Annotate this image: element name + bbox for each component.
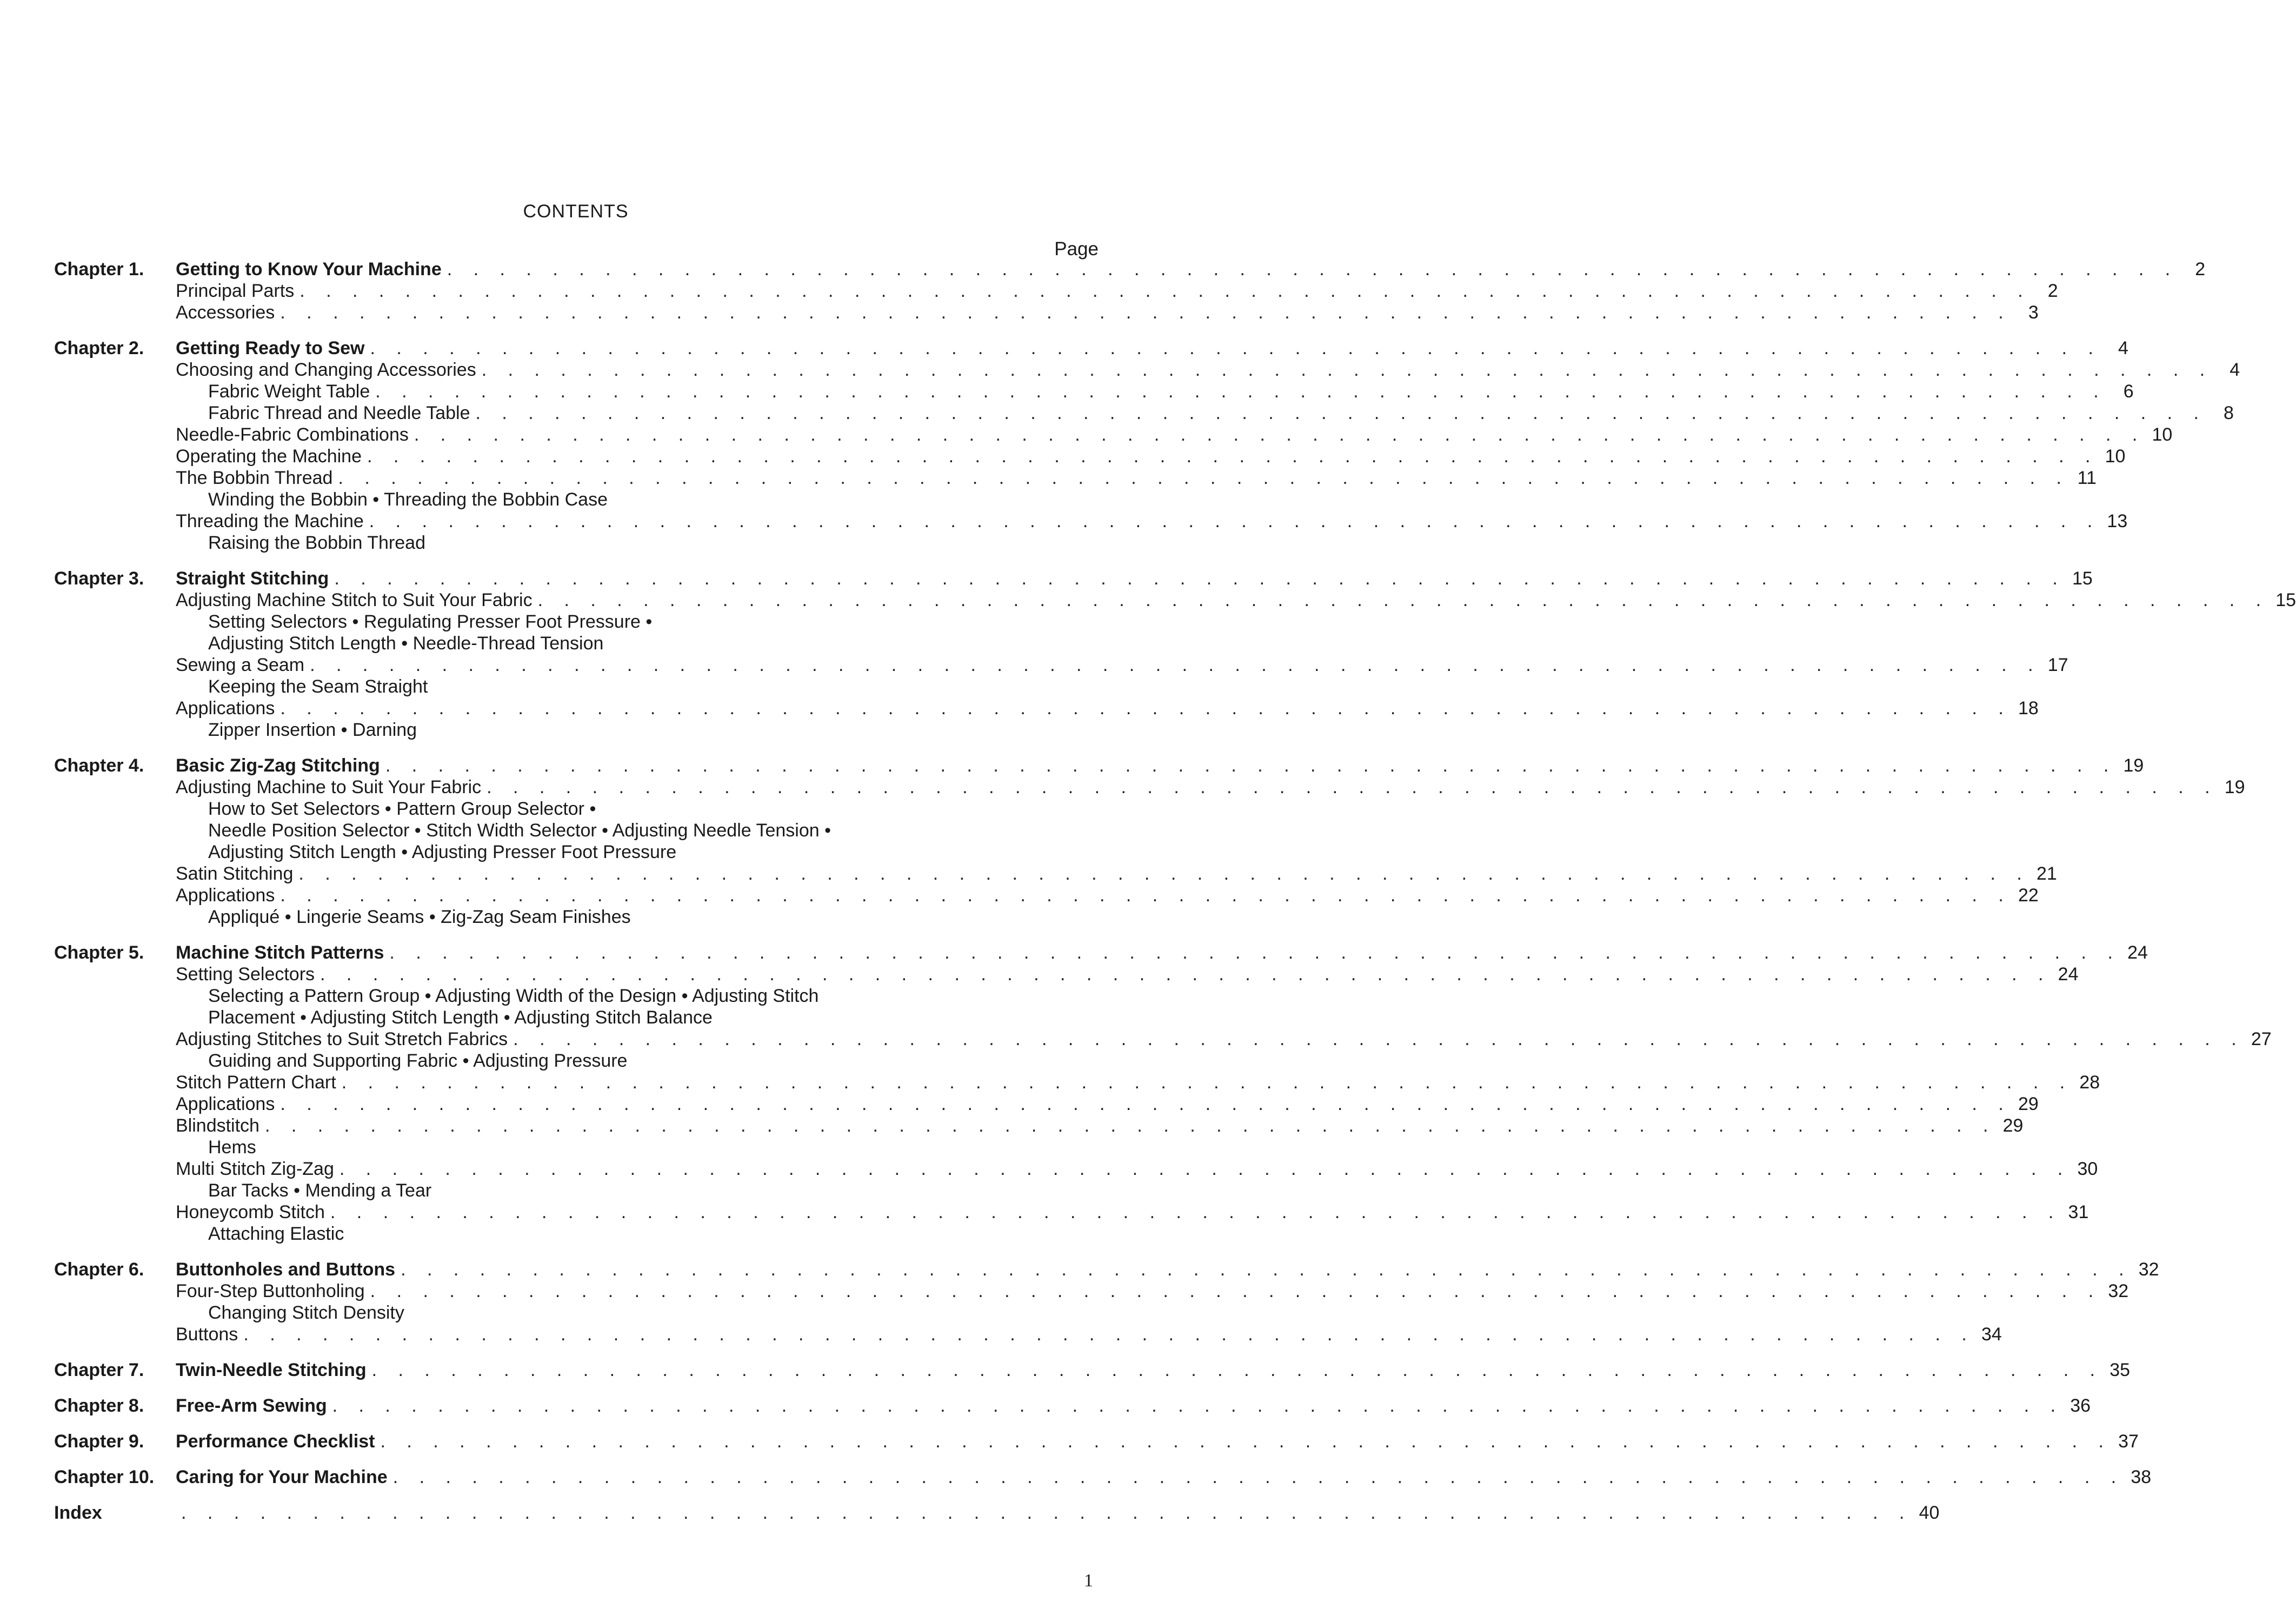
toc-entry-text: Four-Step Buttonholing xyxy=(176,1281,365,1301)
dot-leader: . . . . . . . . . . . . . . . . . . . . . . . . . . . . . . . . . . . . . . . . . . . . . . . . . . . . . . . . . . . . . . . . . . xyxy=(264,1115,1996,1136)
dot-leader: . . . . . . . . . . . . . . . . . . . . . . . . . . . . . . . . . . . . . . . . . . . . . . . . . . . . . . . . . . . . . . . . . . xyxy=(481,360,2213,380)
toc-entry-page-number: 2 xyxy=(2047,281,2058,301)
chapter-page-number: 4 xyxy=(2118,338,2128,358)
toc-entry-text: Operating the Machine xyxy=(176,446,362,467)
toc-section-row[interactable] xyxy=(54,776,2245,798)
toc-subtopic-row xyxy=(54,532,1097,554)
toc-chapter-row[interactable] xyxy=(54,755,2144,776)
toc-section-row[interactable] xyxy=(54,359,2240,381)
dot-leader: . . . . . . . . . . . . . . . . . . . . . . . . . . . . . . . . . . . . . . . . . . . . . . . . . . . . . . . . . . . . . . . . . . xyxy=(280,885,2012,906)
chapter-title: Free-Arm Sewing xyxy=(176,1395,327,1416)
dot-leader: . . . . . . . . . . . . . . . . . . . . . . . . . . . . . . . . . . . . . . . . . . . . . . . . . . . . . . . . . . . . . . . . . . xyxy=(401,1259,2132,1280)
toc-section-row[interactable] xyxy=(54,589,2296,611)
toc-subtopic-row xyxy=(54,719,1097,741)
toc-entry-text: Threading the Machine xyxy=(176,511,364,531)
dot-leader: . . . . . . . . . . . . . . . . . . . . . . . . . . . . . . . . . . . . . . . . . . . . . . . . . . . . . . . . . . . . . . . . . . xyxy=(380,1431,2112,1452)
toc-entry-text: Keeping the Seam Straight xyxy=(208,676,428,697)
chapter-number: Chapter 1. xyxy=(54,259,144,280)
dot-leader: . . . . . . . . . . . . . . . . . . . . . . . . . . . . . . . . . . . . . . . . . . . . . . . . . . . . . . . . . . . . . . . . . . xyxy=(537,590,2270,610)
toc-entry-page-number: 15 xyxy=(2275,590,2296,610)
dot-leader: . . . . . . . . . . . . . . . . . . . . . . . . . . . . . . . . . . . . . . . . . . . . . . . . . . . . . . . . . . . . . . . . . . xyxy=(375,381,2107,402)
toc-entry-text: Adjusting Stitch Length • Needle-Thread Tension xyxy=(208,633,604,654)
toc-section-row[interactable] xyxy=(54,280,2058,302)
toc-section-row[interactable] xyxy=(54,1115,2024,1136)
toc-section-row[interactable] xyxy=(54,1072,2100,1093)
toc-entry-text: Guiding and Supporting Fabric • Adjusting Pressure xyxy=(208,1051,628,1071)
toc-subtopic-row xyxy=(54,1302,1097,1324)
toc-section-row[interactable] xyxy=(54,963,2079,985)
toc-entry-page-number: 29 xyxy=(2018,1094,2039,1114)
toc-entry-text: Winding the Bobbin • Threading the Bobbin Case xyxy=(208,489,608,510)
toc-section-row[interactable] xyxy=(54,424,2173,446)
chapter-number: Chapter 10. xyxy=(54,1467,155,1487)
chapter-page-number: 38 xyxy=(2131,1467,2152,1487)
toc-subtopic-row xyxy=(54,1223,1097,1245)
chapter-title: Twin-Needle Stitching xyxy=(176,1360,367,1380)
page-number: 1 xyxy=(1084,1571,1093,1591)
dot-leader: . . . . . . . . . . . . . . . . . . . . . . . . . . . . . . . . . . . . . . . . . . . . . . . . . . . . . . . . . . . . . . . . . . xyxy=(330,1202,2062,1222)
toc-entry-page-number: 24 xyxy=(2058,964,2079,985)
dot-leader: . . . . . . . . . . . . . . . . . . . . . . . . . . . . . . . . . . . . . . . . . . . . . . . . . . . . . . . . . . . . . . . . . . xyxy=(298,863,2030,884)
toc-entry-page-number: 8 xyxy=(2224,403,2234,423)
toc-chapter-row[interactable] xyxy=(54,1359,2131,1381)
toc-entry-page-number: 17 xyxy=(2047,655,2068,675)
chapter-number: Chapter 8. xyxy=(54,1395,144,1416)
dot-leader: . . . . . . . . . . . . . . . . . . . . . . . . . . . . . . . . . . . . . . . . . . . . . . . . . . . . . . . . . . . . . . . . . . xyxy=(475,403,2207,423)
chapter-title: Performance Checklist xyxy=(176,1431,375,1452)
toc-entry-text: Fabric Weight Table xyxy=(208,381,370,402)
toc-subtopic-row xyxy=(54,841,1097,863)
dot-leader: . . . . . . . . . . . . . . . . . . . . . . . . . . . . . . . . . . . . . . . . . . . . . . . . . . . . . . . . . . . . . . . . . . xyxy=(332,1395,2064,1416)
toc-entry-text: Selecting a Pattern Group • Adjusting Width of the Design • Adjusting Stitch xyxy=(208,986,819,1006)
toc-entry-text: Setting Selectors xyxy=(176,964,315,985)
chapter-page-number: 19 xyxy=(2123,755,2144,776)
toc-subtopic-row xyxy=(54,1007,1097,1028)
toc-entry-page-number: 10 xyxy=(2152,424,2173,445)
toc-entry-text: Needle-Fabric Combinations xyxy=(176,424,409,445)
toc-section-row[interactable] xyxy=(54,885,2039,906)
table-of-contents xyxy=(54,258,2296,1538)
toc-subtopic-row xyxy=(54,820,1097,841)
toc-entry-text: Stitch Pattern Chart xyxy=(176,1072,336,1093)
chapter-number: Chapter 3. xyxy=(54,568,144,589)
toc-entry-page-number: 28 xyxy=(2079,1072,2100,1093)
toc-entry-page-number: 10 xyxy=(2105,446,2126,467)
chapter-number: Chapter 5. xyxy=(54,942,144,963)
chapter-page-number: 2 xyxy=(2195,259,2206,280)
toc-chapter-row[interactable] xyxy=(54,337,2128,359)
toc-chapter-row[interactable] xyxy=(54,1431,2139,1452)
toc-chapter xyxy=(54,1259,2159,1345)
dot-leader: . . . . . . . . . . . . . . . . . . . . . . . . . . . . . . . . . . . . . . . . . . . . . . . . . . . . . . . . . . . . . . . . . . xyxy=(320,964,2052,985)
dot-leader: . . . . . . . . . . . . . . . . . . . . . . . . . . . . . . . . . . . . . . . . . . . . . . . . . . . . . . . . . . . . . . . . . . xyxy=(370,338,2101,358)
toc-entry-text: Attaching Elastic xyxy=(208,1224,344,1244)
toc-entry-page-number: 29 xyxy=(2002,1115,2024,1136)
toc-entry-text: Accessories xyxy=(176,302,275,323)
chapter-title: Straight Stitching xyxy=(176,568,329,589)
toc-chapter-row[interactable] xyxy=(54,258,2206,280)
toc-chapter-row[interactable] xyxy=(54,1395,2091,1417)
toc-chapter xyxy=(54,1466,2152,1488)
toc-chapter-row[interactable] xyxy=(54,1259,2159,1280)
toc-subtopic-row xyxy=(54,906,1097,928)
toc-entry-text: Changing Stitch Density xyxy=(208,1302,404,1323)
toc-subtopic-row xyxy=(54,1180,1097,1201)
toc-entry-text: Hems xyxy=(208,1137,256,1158)
toc-section-row[interactable] xyxy=(54,1280,2129,1302)
toc-entry-text: Principal Parts xyxy=(176,281,295,301)
dot-leader: . . . . . . . . . . . . . . . . . . . . . . . . . . . . . . . . . . . . . . . . . . . . . . . . . . . . . . . . . . . . . . . . . . xyxy=(300,281,2031,301)
toc-entry-page-number: 6 xyxy=(2123,381,2134,402)
chapter-number: Index xyxy=(54,1503,102,1523)
toc-subtopic-row xyxy=(54,985,1097,1007)
toc-chapter xyxy=(54,755,2245,928)
toc-entry-text: Needle Position Selector • Stitch Width Selector • Adjusting Needle Tension • xyxy=(208,820,831,841)
toc-entry-page-number: 32 xyxy=(2108,1281,2129,1301)
toc-section-row[interactable] xyxy=(54,1093,2039,1115)
toc-entry-text: Multi Stitch Zig-Zag xyxy=(176,1159,334,1179)
toc-entry-text: Adjusting Machine to Suit Your Fabric xyxy=(176,777,482,797)
toc-entry-text: Placement • Adjusting Stitch Length • Adjusting Stitch Balance xyxy=(208,1007,713,1028)
toc-chapter-row[interactable] xyxy=(54,1466,2152,1488)
toc-section-row[interactable] xyxy=(54,863,2057,885)
chapter-number: Chapter 6. xyxy=(54,1259,144,1280)
toc-chapter xyxy=(54,1359,2131,1381)
chapter-number: Chapter 2. xyxy=(54,338,144,358)
toc-entry-text: Setting Selectors • Regulating Presser Foot Pressure • xyxy=(208,611,653,632)
toc-entry-page-number: 18 xyxy=(2018,698,2039,719)
toc-chapter xyxy=(54,568,2296,741)
toc-entry-text: Applications xyxy=(176,885,275,906)
dot-leader: . . . . . . . . . . . . . . . . . . . . . . . . . . . . . . . . . . . . . . . . . . . . . . . . . . . . . . . . . . . . . . . . . . xyxy=(339,1159,2071,1179)
dot-leader: . . . . . . . . . . . . . . . . . . . . . . . . . . . . . . . . . . . . . . . . . . . . . . . . . . . . . . . . . . . . . . . . . . xyxy=(385,755,2117,776)
toc-entry-page-number: 4 xyxy=(2230,360,2240,380)
toc-section-row[interactable] xyxy=(54,697,2039,719)
toc-entry-text: Satin Stitching xyxy=(176,863,294,884)
toc-entry-text: Bar Tacks • Mending a Tear xyxy=(208,1180,432,1201)
dot-leader: . . . . . . . . . . . . . . . . . . . . . . . . . . . . . . . . . . . . . . . . . . . . . . . . . . . . . . . . . . . . . . . . . . xyxy=(243,1324,1975,1345)
toc-entry-text: Adjusting Stitch Length • Adjusting Presser Foot Pressure xyxy=(208,842,677,862)
toc-entry-page-number: 27 xyxy=(2251,1029,2272,1049)
toc-entry-text: Applications xyxy=(176,1094,275,1114)
toc-subtopic-row[interactable] xyxy=(54,402,2234,424)
chapter-page-number: 40 xyxy=(1919,1503,1940,1523)
toc-entry-text: Fabric Thread and Needle Table xyxy=(208,403,470,423)
chapter-title: Buttonholes and Buttons xyxy=(176,1259,396,1280)
toc-section-row[interactable] xyxy=(54,302,2039,323)
toc-entry-page-number: 13 xyxy=(2107,511,2128,531)
dot-leader: . . . . . . . . . . . . . . . . . . . . . . . . . . . . . . . . . . . . . . . . . . . . . . . . . . . . . . . . . . . . . . . . . . xyxy=(310,655,2041,675)
toc-subtopic-row xyxy=(54,798,1097,820)
toc-entry-text: Honeycomb Stitch xyxy=(176,1202,325,1222)
toc-entry-text: Appliqué • Lingerie Seams • Zig-Zag Seam Finishes xyxy=(208,907,631,927)
toc-subtopic-row[interactable] xyxy=(54,381,2134,402)
chapter-page-number: 15 xyxy=(2072,568,2093,589)
dot-leader: . . . . . . . . . . . . . . . . . . . . . . . . . . . . . . . . . . . . . . . . . . . . . . . . . . . . . . . . . . . . . . . . . . xyxy=(513,1029,2245,1049)
toc-section-row[interactable] xyxy=(54,510,2128,532)
toc-chapter xyxy=(54,942,2272,1245)
toc-section-row[interactable] xyxy=(54,1201,2089,1223)
chapter-page-number: 24 xyxy=(2127,942,2148,963)
toc-chapter-row[interactable] xyxy=(54,568,2093,589)
toc-entry-page-number: 19 xyxy=(2224,777,2245,797)
chapter-title: Caring for Your Machine xyxy=(176,1467,388,1487)
toc-section-row[interactable] xyxy=(54,654,2068,676)
dot-leader: . . . . . . . . . . . . . . . . . . . . . . . . . . . . . . . . . . . . . . . . . . . . . . . . . . . . . . . . . . . . . . . . . . xyxy=(338,468,2069,488)
toc-section-row[interactable] xyxy=(54,1324,2002,1345)
toc-entry-text: Adjusting Stitches to Suit Stretch Fabrics xyxy=(176,1029,508,1049)
toc-entry-text: Choosing and Changing Accessories xyxy=(176,360,476,380)
dot-leader: . . . . . . . . . . . . . . . . . . . . . . . . . . . . . . . . . . . . . . . . . . . . . . . . . . . . . . . . . . . . . . . . . . xyxy=(181,1503,1913,1523)
dot-leader: . . . . . . . . . . . . . . . . . . . . . . . . . . . . . . . . . . . . . . . . . . . . . . . . . . . . . . . . . . . . . . . . . . xyxy=(414,424,2146,445)
dot-leader: . . . . . . . . . . . . . . . . . . . . . . . . . . . . . . . . . . . . . . . . . . . . . . . . . . . . . . . . . . . . . . . . . . xyxy=(334,568,2066,589)
dot-leader: . . . . . . . . . . . . . . . . . . . . . . . . . . . . . . . . . . . . . . . . . . . . . . . . . . . . . . . . . . . . . . . . . . xyxy=(341,1072,2073,1093)
chapter-page-number: 36 xyxy=(2070,1395,2091,1416)
toc-entry-page-number: 22 xyxy=(2018,885,2039,906)
toc-entry-text: Applications xyxy=(176,698,275,719)
toc-entry-page-number: 11 xyxy=(2077,468,2097,488)
dot-leader: . . . . . . . . . . . . . . . . . . . . . . . . . . . . . . . . . . . . . . . . . . . . . . . . . . . . . . . . . . . . . . . . . . xyxy=(367,446,2099,467)
chapter-number: Chapter 9. xyxy=(54,1431,144,1452)
dot-leader: . . . . . . . . . . . . . . . . . . . . . . . . . . . . . . . . . . . . . . . . . . . . . . . . . . . . . . . . . . . . . . . . . . xyxy=(487,777,2218,797)
toc-entry-text: Adjusting Machine Stitch to Suit Your Fabric xyxy=(176,590,533,610)
dot-leader: . . . . . . . . . . . . . . . . . . . . . . . . . . . . . . . . . . . . . . . . . . . . . . . . . . . . . . . . . . . . . . . . . . xyxy=(447,259,2179,280)
chapter-title: Machine Stitch Patterns xyxy=(176,942,384,963)
toc-subtopic-row xyxy=(54,1136,1097,1158)
dot-leader: . . . . . . . . . . . . . . . . . . . . . . . . . . . . . . . . . . . . . . . . . . . . . . . . . . . . . . . . . . . . . . . . . . xyxy=(280,698,2012,719)
dot-leader: . . . . . . . . . . . . . . . . . . . . . . . . . . . . . . . . . . . . . . . . . . . . . . . . . . . . . . . . . . . . . . . . . . xyxy=(280,302,2012,323)
toc-subtopic-row xyxy=(54,633,1097,654)
toc-subtopic-row xyxy=(54,489,1097,510)
dot-leader: . . . . . . . . . . . . . . . . . . . . . . . . . . . . . . . . . . . . . . . . . . . . . . . . . . . . . . . . . . . . . . . . . . xyxy=(392,1467,2125,1487)
toc-entry-page-number: 34 xyxy=(1981,1324,2002,1345)
dot-leader: . . . . . . . . . . . . . . . . . . . . . . . . . . . . . . . . . . . . . . . . . . . . . . . . . . . . . . . . . . . . . . . . . . xyxy=(370,1281,2102,1301)
toc-section-row[interactable] xyxy=(54,1028,2272,1050)
toc-entry-text: Buttons xyxy=(176,1324,238,1345)
chapter-title: Basic Zig-Zag Stitching xyxy=(176,755,380,776)
toc-chapter xyxy=(54,258,2206,323)
toc-entry-text: Sewing a Seam xyxy=(176,655,305,675)
toc-entry-text: Zipper Insertion • Darning xyxy=(208,720,417,740)
toc-entry-page-number: 30 xyxy=(2077,1159,2098,1179)
toc-subtopic-row xyxy=(54,1050,1097,1072)
chapter-number: Chapter 4. xyxy=(54,755,144,776)
toc-entry-text: How to Set Selectors • Pattern Group Selector • xyxy=(208,799,596,819)
toc-entry-text: The Bobbin Thread xyxy=(176,468,333,488)
dot-leader: . . . . . . . . . . . . . . . . . . . . . . . . . . . . . . . . . . . . . . . . . . . . . . . . . . . . . . . . . . . . . . . . . . xyxy=(371,1360,2104,1380)
chapter-page-number: 37 xyxy=(2118,1431,2139,1452)
toc-section-row[interactable] xyxy=(54,1158,2098,1180)
toc-chapter xyxy=(54,1395,2091,1417)
toc-entry-page-number: 21 xyxy=(2037,863,2057,884)
toc-chapter-row[interactable] xyxy=(54,942,2148,963)
toc-chapter xyxy=(54,337,2240,554)
toc-entry-page-number: 31 xyxy=(2068,1202,2089,1222)
dot-leader: . . . . . . . . . . . . . . . . . . . . . . . . . . . . . . . . . . . . . . . . . . . . . . . . . . . . . . . . . . . . . . . . . . xyxy=(280,1094,2012,1114)
page-title: CONTENTS xyxy=(523,201,629,222)
page-column-label: Page xyxy=(1054,238,1099,260)
toc-chapter xyxy=(54,1502,1940,1524)
dot-leader: . . . . . . . . . . . . . . . . . . . . . . . . . . . . . . . . . . . . . . . . . . . . . . . . . . . . . . . . . . . . . . . . . . xyxy=(369,511,2101,531)
toc-section-row[interactable] xyxy=(54,467,2097,489)
toc-subtopic-row xyxy=(54,611,1097,633)
toc-chapter xyxy=(54,1431,2139,1452)
chapter-page-number: 32 xyxy=(2138,1259,2159,1280)
toc-section-row[interactable] xyxy=(54,446,2126,467)
chapter-page-number: 35 xyxy=(2109,1360,2131,1380)
toc-entry-text: Blindstitch xyxy=(176,1115,259,1136)
toc-chapter-row[interactable] xyxy=(54,1502,1940,1524)
dot-leader: . . . . . . . . . . . . . . . . . . . . . . . . . . . . . . . . . . . . . . . . . . . . . . . . . . . . . . . . . . . . . . . . . . xyxy=(389,942,2121,963)
chapter-title: Getting Ready to Sew xyxy=(176,338,365,358)
chapter-title: Getting to Know Your Machine xyxy=(176,259,442,280)
toc-entry-page-number: 3 xyxy=(2028,302,2039,323)
chapter-number: Chapter 7. xyxy=(54,1360,144,1380)
toc-entry-text: Raising the Bobbin Thread xyxy=(208,533,425,553)
toc-subtopic-row xyxy=(54,676,1097,697)
